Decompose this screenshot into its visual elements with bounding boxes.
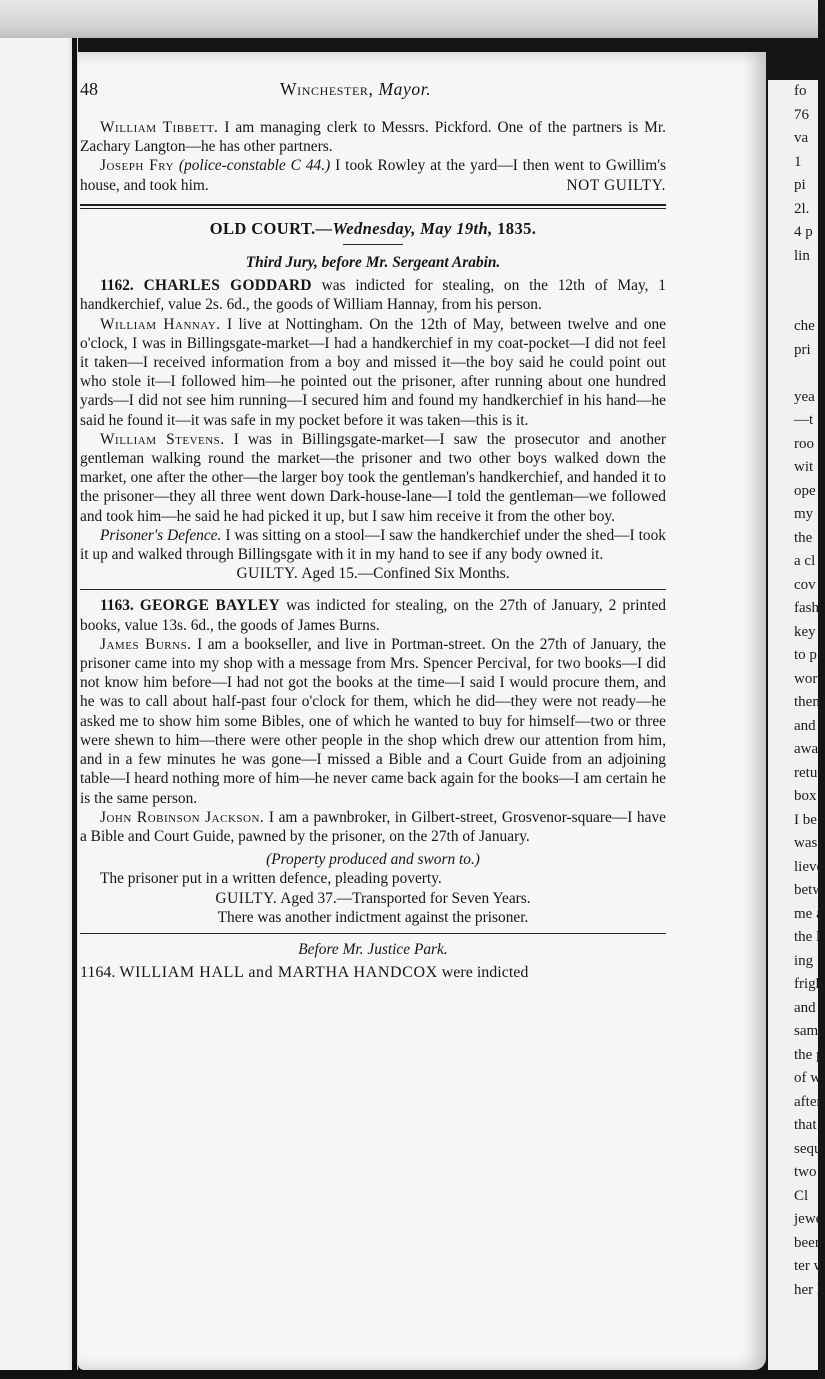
page-number: 48 (80, 79, 98, 99)
page-header (80, 80, 666, 106)
facing-page-line: of w (794, 1070, 822, 1086)
facing-page-line: awa (794, 741, 819, 757)
facing-page-line: roo (794, 435, 814, 452)
verdict-line (80, 564, 666, 583)
facing-page-fragment (768, 80, 825, 1370)
facing-page-line: after (794, 1093, 822, 1110)
defence-paragraph (80, 526, 666, 564)
facing-page-line: a cl (794, 553, 816, 569)
testimony-text: I am a pawnbroker, in Gilbert-street, Grosvenor-square—I have a Bible and Court Guide, pawned by the prisoner, on the 27th of January. (80, 808, 666, 845)
section-divider (80, 933, 666, 934)
court-name: OLD COURT.— (209, 218, 333, 238)
facing-page-line: jewe (794, 1211, 823, 1227)
facing-page-line: the p (794, 1046, 824, 1063)
testimony-paragraph (80, 635, 666, 808)
court-date: Wednesday, May 19th, (332, 218, 493, 238)
facing-page-line: was (794, 835, 818, 851)
defence-label: Prisoner's Defence. (100, 526, 222, 544)
indictment-text: was indicted for stealing, on the 12th of May, 1 handkerchief, value 2s. 6d., the goods of William Hannay, from his person. (80, 277, 666, 314)
facing-page-line: the l (794, 929, 821, 945)
court-heading (80, 219, 666, 238)
witness-name: Joseph Fry (100, 157, 174, 175)
facing-page-line: then (794, 694, 820, 710)
testimony-paragraph (80, 118, 666, 156)
short-rule (343, 244, 403, 245)
scan-top-margin (0, 0, 818, 38)
indictment-text: were indicted (441, 964, 529, 982)
running-head-name: Winchester, (280, 79, 374, 99)
witness-name: William Stevens. (100, 430, 225, 448)
facing-page-line: my (794, 506, 814, 522)
facing-page-line: frigh (794, 976, 824, 992)
facing-page-line: fash (794, 600, 819, 616)
facing-page-line: wit (794, 459, 814, 475)
testimony-paragraph (80, 156, 666, 194)
defendant-name: GEORGE BAYLEY (139, 597, 281, 615)
facing-page-line: her h (794, 1281, 825, 1298)
case-divider (80, 589, 666, 590)
facing-page-line: 2l. (794, 200, 810, 217)
facing-page-line: 4 p (794, 224, 813, 240)
defendant-name: WILLIAM HALL and MARTHA HANDCOX (119, 964, 438, 982)
case-number: 1162. (100, 277, 134, 295)
facing-page-line (768, 362, 818, 386)
facing-page-line: same (794, 1023, 825, 1039)
property-note: (Property produced and sworn to.) (266, 851, 480, 869)
case-number: 1163. (100, 597, 134, 615)
facing-page-line: that (794, 1117, 817, 1133)
verdict: GUILTY. (236, 565, 299, 583)
indictment-text: was indicted for stealing, on the 27th of January, 2 printed books, value 13s. 6d., the goods of James Burns. (80, 597, 666, 634)
facing-page-line: ter w (794, 1258, 825, 1274)
facing-page-line: to p (794, 647, 817, 663)
facing-page-line: betw (794, 882, 824, 898)
facing-page-line: two (794, 1164, 817, 1180)
running-head-title: Mayor. (378, 79, 432, 99)
verdict-line (80, 889, 666, 908)
facing-page-line: 76 (794, 106, 809, 123)
facing-page-line: and (794, 999, 816, 1016)
scan-left-margin (0, 38, 78, 1379)
case-heading (80, 596, 666, 634)
testimony-text: I took Rowley at the yard—I then went to Gwillim's house, and took him. (80, 157, 666, 194)
case-number: 1164. (80, 964, 116, 982)
facing-page-line: lieve (794, 858, 824, 875)
facing-page-line: va (794, 130, 809, 146)
judge-heading: Before Mr. Justice Park. (298, 940, 448, 958)
jury-heading: Third Jury, before Mr. Sergeant Arabin. (245, 254, 501, 272)
facing-page-line: me a (794, 905, 823, 922)
witness-role: (police-constable C 44.) (178, 157, 331, 175)
facing-page-line: and (794, 717, 816, 734)
scan-bottom-margin (0, 1370, 818, 1379)
facing-page-line: sequ (794, 1140, 822, 1157)
facing-page-line: pi (794, 177, 806, 193)
facing-page-line: I be (794, 811, 817, 828)
verdict: NOT GUILTY. (566, 176, 666, 194)
facing-page-line: 1 (794, 153, 802, 170)
witness-name: William Tibbett. (100, 119, 219, 136)
witness-name: William Hannay. (100, 315, 221, 333)
facing-page-line: ing (794, 952, 814, 969)
written-defence: The prisoner put in a written defence, pleading poverty. (100, 870, 442, 888)
testimony-text: I live at Nottingham. On the 12th of May, between twelve and one o'clock, I was in Billingsgate-market—I had a handkerchief in my coat-pocket—I did not feel it taken—I received information from a boy and missed it—the boy said he could point out who stole it—I followed him—he pointed out the prisoner, after running about one hundred yards—I did not see him running—I secured him and found my handkerchief in his hand—he said he found it—it was safe in my pocket before it was taken—this is it. (80, 315, 667, 429)
facing-page-line: ope (794, 482, 816, 499)
facing-page-line: box (794, 788, 817, 804)
case-heading (80, 963, 666, 982)
testimony-paragraph (80, 808, 666, 846)
facing-page-line: been (794, 1234, 823, 1251)
facing-page-line: retu (794, 764, 818, 781)
testimony-text: I am a bookseller, and live in Portman-street. On the 27th of January, the prisoner came into my shop with a message from Mrs. Spencer Percival, for two books—I did not know him before—I had not got the books at the time—I said I would procure them, and he was to call about half-past four o'clock for them, which he did—they were not ready—he asked me to show him some Bibles, one of which he wanted to buy for himself—two or three were shewn to him—there were other people in the shop which drew our attention from him, and in a few minutes he was gone—I missed a Bible and a Court Guide from an adjoining table—I heard nothing more of him—he never came back again for the books—I am certain he is the same person. (80, 635, 666, 807)
facing-page-line: cov (794, 576, 816, 593)
section-divider (80, 204, 666, 209)
facing-page-line: yea (794, 388, 815, 405)
witness-name: John Robinson Jackson. (100, 808, 265, 826)
facing-page-line: the (794, 529, 813, 546)
facing-page-line: pri (794, 341, 811, 358)
defendant-name: CHARLES GODDARD (143, 277, 312, 295)
facing-page-line (768, 292, 818, 316)
testimony-text: I was in Billingsgate-market—I saw the prosecutor and another gentleman walking round the market—the prisoner and two other boys walked down the market, one after the other—the larger boy took the gentleman's handkerchief, and handed it to the prisoner—they all three went down Dark-house-lane—I told the gentleman—we followed and took him—he said he had picked it up, but I saw him receive it from the other boy. (80, 430, 666, 525)
witness-name: James Burns. (100, 635, 192, 653)
testimony-paragraph (80, 315, 666, 430)
verdict: GUILTY. (215, 889, 278, 907)
facing-page-line (768, 268, 818, 292)
indictment-note: There was another indictment against the prisoner. (217, 908, 529, 926)
facing-page-line: fo (794, 83, 807, 99)
facing-page-line: wor (794, 670, 818, 687)
running-head (280, 80, 431, 99)
court-year: 1835. (497, 218, 537, 238)
case-heading (80, 276, 666, 314)
sentence: Aged 15.—Confined Six Months. (301, 565, 510, 583)
facing-page-line: key (794, 623, 816, 640)
page-content (80, 80, 666, 982)
defence-text: I was sitting on a stool—I saw the handkerchief under the shed—I took it up and walked through Billingsgate with it in my hand to see if any body owned it. (80, 526, 667, 564)
facing-page-line: Cl (794, 1187, 809, 1204)
facing-page-line: lin (794, 247, 810, 264)
testimony-paragraph (80, 430, 666, 526)
book-spine-shadow (72, 38, 77, 1379)
sentence: Aged 37.—Transported for Seven Years. (280, 889, 531, 907)
testimony-text: I am managing clerk to Messrs. Pickford. One of the partners is Mr. Zachary Langton—he has other partners. (80, 119, 666, 156)
facing-page-line: che (794, 318, 815, 334)
facing-page-line: —t (794, 412, 814, 428)
